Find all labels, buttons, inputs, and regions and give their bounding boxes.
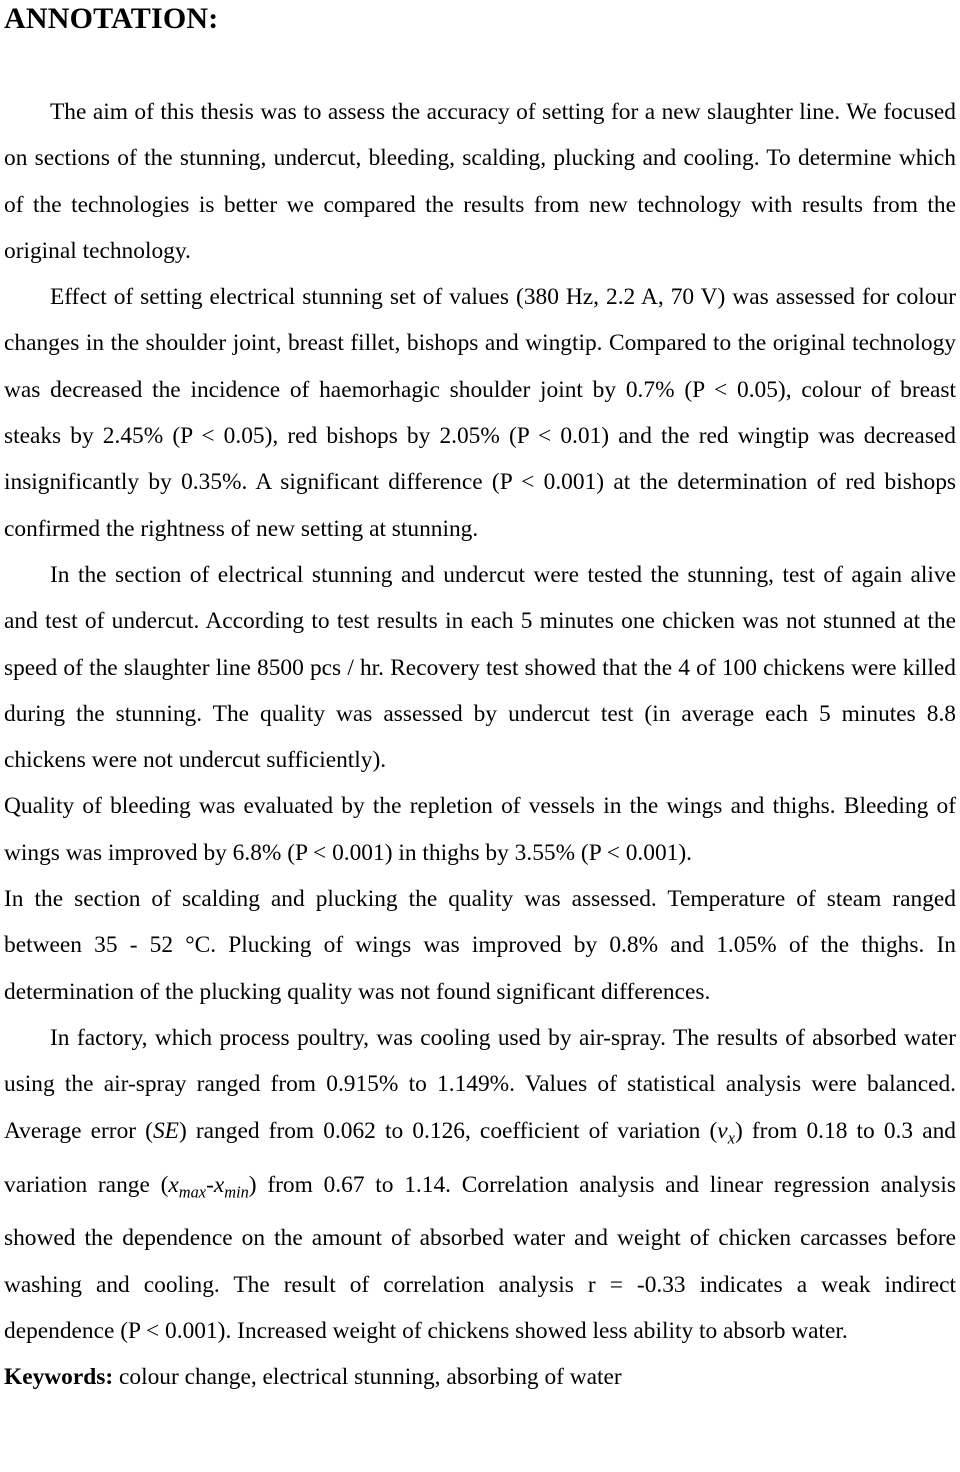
annotation-heading: ANNOTATION: <box>4 2 219 35</box>
cooling-text-3: ) from 0.18 to 0.3 and variation range ( <box>4 1117 956 1198</box>
paragraph-cooling: In factory, which process poultry, was cooling used by air-spray. The results of absorbed water using the air-spray ranged from 0.915% to 1.149%. Values of statistical analysis were balanced. Average error (SE) ranged from 0.062 to 0.126, coefficient of variation $(v_x)$ from 0.18 to 0.3 and variation range $(x_{max}-x_{min})$ from 0.67 to 1.14. Correlation analysis and linear regression analysis showed the dependence on the amount of absorbed water and weight of chicken carcasses before washing and cooling. The result of correlation analysis r = -0.33 indicates a weak indirect dependence (P < 0.001). Increased weight of chickens showed less ability to absorb water. <box>4 1024 956 1345</box>
vx-symbol: $v_x$ <box>717 1117 735 1148</box>
keywords-text: colour change, electrical stunning, absorbing of water <box>113 1364 622 1391</box>
paragraph-undercut: In the section of electrical stunning and undercut were tested the stunning, test of again alive and test of undercut. According to test results in each 5 minutes one chicken was not stunned at the speed of the slaughter line 8500 pcs / hr. Recovery test showed that the 4 of 100 chickens were killed during the stunning. The quality was assessed by undercut test (in average each 5 minutes 8.8 chickens were not undercut sufficiently). <box>4 561 956 774</box>
xmax-symbol: $x_{max}$ <box>168 1171 207 1202</box>
keywords-label: Keywords: <box>4 1364 114 1391</box>
paragraph-scalding: In the section of scalding and plucking the quality was assessed. Temperature of steam ranged between 35 - 52 °C. Plucking of wings was improved by 0.8% and 1.05% of the thighs. In determination of the plucking quality was not found significant differences. <box>4 886 956 1005</box>
keywords-line <box>4 1354 956 1400</box>
paragraph-bleeding: Quality of bleeding was evaluated by the repletion of vessels in the wings and thighs. Bleeding of wings was improved by 6.8% (P < 0.001) in thighs by 3.55% (P < 0.001). <box>4 793 956 866</box>
paragraph-aim: The aim of this thesis was to assess the accuracy of setting for a new slaughter line. We focused on sections of the stunning, undercut, bleeding, scalding, plucking and cooling. To determine which of the technologies is better we compared the results from new technology with results from the original technology. <box>4 99 956 264</box>
cooling-text-2: ) ranged from 0.062 to 0.126, coefficient of variation ( <box>178 1117 718 1144</box>
document-page <box>4 0 956 1401</box>
cooling-text-4: ) from 0.67 to 1.14. Correlation analysis and linear regression analysis showed the dependence on the amount of absorbed water and weight of chicken carcasses before washing and cooling. The result of correlation analysis r = -0.33 indicates a weak indirect dependence (P < 0.001). Increased weight of chickens showed less ability to absorb water. <box>4 1171 956 1345</box>
se-symbol: SE <box>152 1117 179 1144</box>
xmin-symbol: $x_{min}$ <box>213 1171 249 1202</box>
cooling-text-1: In factory, which process poultry, was cooling used by air-spray. The results of absorbed water using the air-spray ranged from 0.915% to 1.149%. Values of statistical analysis were balanced. Average error ( <box>4 1024 956 1144</box>
paragraph-stunning-colour: Effect of setting electrical stunning set of values (380 Hz, 2.2 A, 70 V) was assessed for colour changes in the shoulder joint, breast fillet, bishops and wingtip. Compared to the original technology was decreased the incidence of haemorhagic shoulder joint by 0.7% (P < 0.05), colour of breast steaks by 2.45% (P < 0.05), red bishops by 2.05% (P < 0.01) and the red wingtip was decreased insignificantly by 0.35%. A significant difference (P < 0.001) at the determination of red bishops confirmed the rightness of new setting at stunning. <box>4 284 956 542</box>
